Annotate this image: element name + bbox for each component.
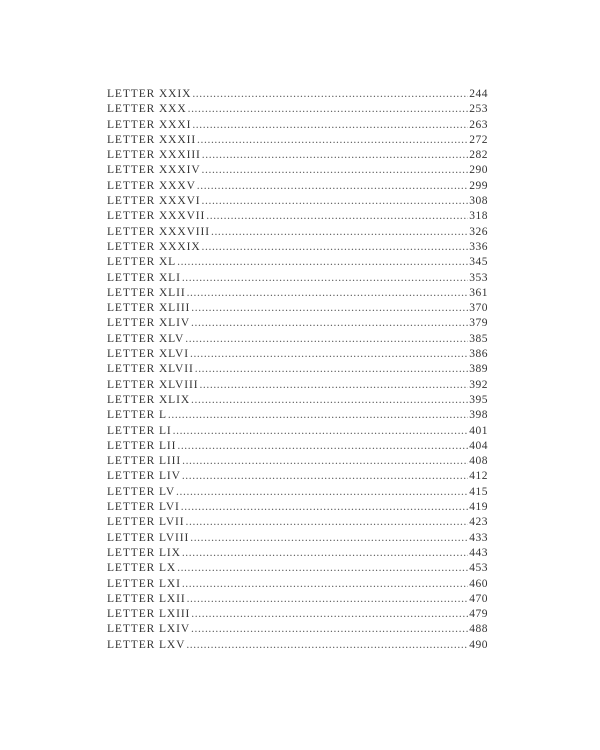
toc-entry-title: LETTER XL [107, 256, 177, 269]
toc-entry-page-number: 263 [469, 118, 488, 131]
toc-dot-leader [182, 546, 468, 561]
toc-entry-title: LETTER XXXVI [107, 195, 201, 208]
toc-entry [107, 439, 488, 454]
toc-entry-title: LETTER LIX [107, 546, 181, 559]
toc-entry [107, 316, 488, 331]
toc-entry [107, 622, 488, 637]
toc-dot-leader [202, 163, 469, 178]
toc-dot-leader [181, 500, 468, 515]
toc-entry [107, 118, 488, 133]
toc-entry-title: LETTER LXI [107, 577, 181, 590]
toc-entry-title: LETTER LVIII [107, 531, 190, 544]
toc-dot-leader [176, 485, 468, 500]
toc-entry-title: LETTER XLV [107, 332, 185, 345]
toc-entry [107, 133, 488, 148]
toc-entry-title: LETTER LXIII [107, 608, 191, 621]
toc-entry-page-number: 389 [469, 363, 488, 376]
toc-entry-page-number: 308 [469, 195, 488, 208]
toc-entry-page-number: 385 [469, 332, 488, 345]
toc-entry [107, 424, 488, 439]
toc-dot-leader [186, 515, 469, 530]
toc-entry-page-number: 326 [469, 225, 488, 238]
toc-entry-title: LETTER XXXVII [107, 210, 206, 223]
toc-entry-page-number: 353 [469, 271, 488, 284]
toc-entry [107, 607, 488, 622]
toc-entry-page-number: 282 [469, 149, 488, 162]
toc-entry-title: LETTER XLI [107, 271, 181, 284]
toc-dot-leader [188, 102, 469, 117]
toc-dot-leader [182, 469, 468, 484]
toc-dot-leader [197, 179, 468, 194]
toc-entry-page-number: 370 [469, 302, 488, 315]
toc-dot-leader [191, 393, 468, 408]
toc-entry [107, 179, 488, 194]
toc-entry [107, 454, 488, 469]
toc-entry-title: LETTER XXXIV [107, 164, 201, 177]
toc-entry-page-number: 395 [469, 393, 488, 406]
toc-entry-title: LETTER LI [107, 424, 172, 437]
toc-entry-title: LETTER XLVI [107, 348, 189, 361]
toc-entry [107, 301, 488, 316]
toc-dot-leader [202, 148, 468, 163]
toc-entry [107, 531, 488, 546]
toc-entry [107, 592, 488, 607]
toc-entry-title: LETTER LVII [107, 516, 185, 529]
toc-dot-leader [173, 424, 469, 439]
toc-entry-page-number: 361 [469, 286, 488, 299]
toc-entry-title: LETTER LVI [107, 501, 180, 514]
toc-entry-page-number: 379 [469, 317, 488, 330]
toc-entry [107, 255, 488, 270]
toc-entry [107, 577, 488, 592]
toc-entry-title: LETTER LV [107, 485, 176, 498]
toc-entry [107, 378, 488, 393]
toc-entry [107, 408, 488, 423]
toc-entry-title: LETTER LX [107, 562, 177, 575]
toc-entry-page-number: 401 [469, 424, 488, 437]
toc-entry-title: LETTER L [107, 409, 167, 422]
toc-entry-page-number: 415 [469, 485, 488, 498]
toc-dot-leader [182, 577, 468, 592]
toc-entry-page-number: 479 [469, 608, 488, 621]
toc-entry-page-number: 490 [469, 638, 488, 651]
toc-entry-page-number: 345 [469, 256, 488, 269]
toc-entry-page-number: 460 [469, 577, 488, 590]
toc-dot-leader [192, 87, 468, 102]
toc-entry [107, 500, 488, 515]
toc-dot-leader [197, 133, 468, 148]
toc-entry [107, 469, 488, 484]
toc-entry-title: LETTER XLII [107, 286, 186, 299]
toc-dot-leader [187, 592, 469, 607]
toc-entry [107, 515, 488, 530]
toc-entry-title: LETTER LXIV [107, 623, 191, 636]
toc-dot-leader [177, 439, 468, 454]
toc-dot-leader [182, 271, 468, 286]
toc-entry-page-number: 318 [469, 210, 488, 223]
toc-entry-page-number: 433 [469, 531, 488, 544]
toc-entry-page-number: 336 [469, 240, 488, 253]
toc-dot-leader [191, 607, 468, 622]
toc-entry-page-number: 453 [469, 562, 488, 575]
toc-entry-title: LETTER LXII [107, 592, 186, 605]
toc-entry [107, 347, 488, 362]
toc-entry-page-number: 272 [469, 133, 488, 146]
toc-entry-title: LETTER XXXV [107, 179, 196, 192]
toc-entry-title: LETTER XLVIII [107, 378, 199, 391]
toc-entry [107, 332, 488, 347]
toc-entry-title: LETTER XLIII [107, 302, 191, 315]
toc-entry-title: LETTER LIII [107, 455, 182, 468]
toc-dot-leader [182, 454, 468, 469]
toc-entry-page-number: 244 [469, 88, 488, 100]
toc-entry [107, 240, 488, 255]
toc-dot-leader [199, 378, 468, 393]
toc-dot-leader [185, 332, 468, 347]
toc-entry-page-number: 299 [469, 179, 488, 192]
toc-entry [107, 225, 488, 240]
toc-entry [107, 546, 488, 561]
toc-entry-page-number: 470 [469, 592, 488, 605]
toc-entry-page-number: 386 [469, 348, 488, 361]
table-of-contents [107, 87, 488, 653]
toc-entry-page-number: 253 [469, 103, 488, 116]
toc-entry-title: LETTER XXXVIII [107, 225, 210, 238]
toc-entry-title: LETTER LXV [107, 638, 186, 651]
toc-entry-page-number: 290 [469, 164, 488, 177]
toc-entry-page-number: 412 [469, 470, 488, 483]
toc-dot-leader [202, 240, 469, 255]
toc-entry-page-number: 423 [469, 516, 488, 529]
toc-entry-page-number: 404 [469, 439, 488, 452]
toc-entry [107, 271, 488, 286]
toc-dot-leader [202, 194, 469, 209]
toc-entry-title: LETTER XXXIII [107, 149, 201, 162]
toc-entry-title: LETTER XXXI [107, 118, 192, 131]
toc-entry-title: LETTER XLVII [107, 363, 194, 376]
toc-dot-leader [177, 255, 468, 270]
toc-entry-page-number: 443 [469, 546, 488, 559]
toc-dot-leader [190, 531, 468, 546]
toc-entry [107, 393, 488, 408]
toc-entry-title: LETTER LII [107, 439, 177, 452]
toc-entry-title: LETTER XLIV [107, 317, 191, 330]
toc-entry [107, 485, 488, 500]
toc-dot-leader [195, 362, 469, 377]
toc-dot-leader [206, 209, 468, 224]
toc-entry [107, 87, 488, 102]
toc-dot-leader [211, 225, 468, 240]
toc-dot-leader [177, 561, 468, 576]
toc-entry [107, 102, 488, 117]
toc-entry-title: LETTER XLIX [107, 393, 191, 406]
toc-dot-leader [191, 622, 468, 637]
toc-entry-title: LETTER LIV [107, 470, 181, 483]
toc-entry [107, 163, 488, 178]
toc-entry [107, 286, 488, 301]
toc-entry-page-number: 392 [469, 378, 488, 391]
toc-entry-title: LETTER XXX [107, 103, 187, 116]
toc-entry-page-number: 488 [469, 623, 488, 636]
toc-entry [107, 209, 488, 224]
toc-entry-page-number: 408 [469, 455, 488, 468]
toc-entry-title: LETTER XXXII [107, 133, 197, 146]
toc-dot-leader [191, 316, 468, 331]
toc-entry [107, 148, 488, 163]
toc-dot-leader [192, 118, 468, 133]
toc-entry-title: LETTER XXIX [107, 88, 192, 100]
toc-entry-title: LETTER XXXIX [107, 240, 201, 253]
toc-dot-leader [168, 408, 468, 423]
toc-entry [107, 194, 488, 209]
toc-dot-leader [186, 638, 468, 653]
toc-dot-leader [191, 301, 468, 316]
toc-dot-leader [190, 347, 468, 362]
toc-entry [107, 561, 488, 576]
toc-dot-leader [187, 286, 469, 301]
toc-entry-page-number: 419 [469, 501, 488, 514]
toc-entry [107, 362, 488, 377]
toc-entry-page-number: 398 [469, 409, 488, 422]
toc-entry [107, 638, 488, 653]
